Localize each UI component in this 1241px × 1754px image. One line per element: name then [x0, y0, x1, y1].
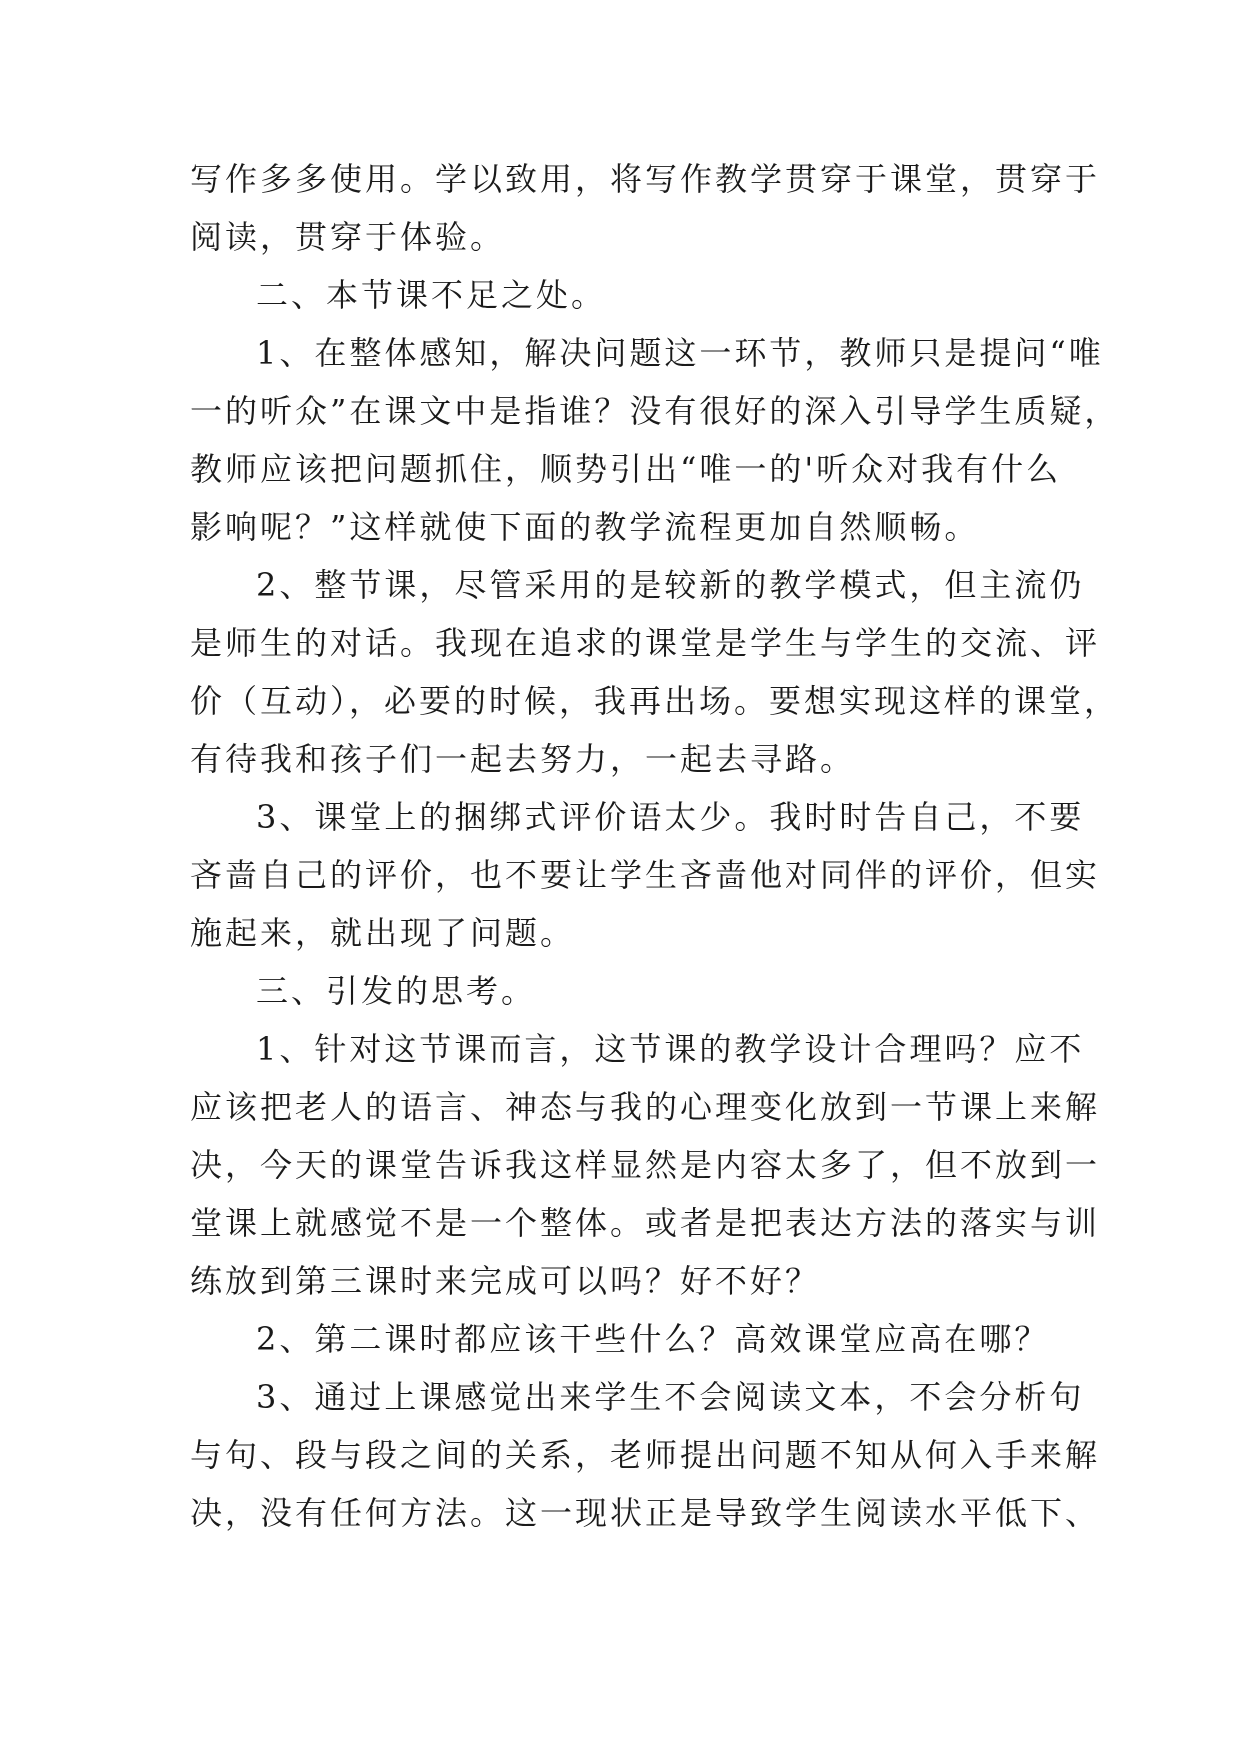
text-line: 1、针对这节课而言，这节课的教学设计合理吗？应不 — [256, 1030, 1085, 1068]
document-page — [190, 150, 1120, 1542]
text-line: 2、整节课，尽管采用的是较新的教学模式，但主流仍 — [256, 566, 1085, 604]
text-line: 一的听众”在课文中是指谁？没有很好的深入引导学生质疑， — [190, 392, 1120, 430]
text-line: 练放到第三课时来完成可以吗？好不好？ — [190, 1262, 821, 1300]
text-line: 是师生的对话。我现在追求的课堂是学生与学生的交流、评 — [190, 624, 1101, 662]
text-line: 写作多多使用。学以致用，将写作教学贯穿于课堂，贯穿于 — [190, 160, 1101, 198]
text-line: 教师应该把问题抓住，顺势引出“唯一的'听众对我有什么 — [190, 450, 1062, 488]
text-line: 3、通过上课感觉出来学生不会阅读文本，不会分析句 — [256, 1378, 1085, 1416]
text-line: 与句、段与段之间的关系，老师提出问题不知从何入手来解 — [190, 1436, 1101, 1474]
section-heading: 二、本节课不足之处。 — [256, 276, 607, 314]
text-line: 2、第二课时都应该干些什么？高效课堂应高在哪？ — [256, 1320, 1050, 1358]
text-line: 决，没有任何方法。这一现状正是导致学生阅读水平低下、 — [190, 1494, 1101, 1532]
text-line: 阅读，贯穿于体验。 — [190, 218, 506, 256]
text-line: 施起来，就出现了问题。 — [190, 914, 576, 952]
text-line: 应该把老人的语言、神态与我的心理变化放到一节课上来解 — [190, 1088, 1101, 1126]
text-line: 1、在整体感知，解决问题这一环节，教师只是提问“唯 — [256, 334, 1104, 372]
text-line: 吝啬自己的评价，也不要让学生吝啬他对同伴的评价，但实 — [190, 856, 1101, 894]
text-line: 影响呢？”这样就使下面的教学流程更加自然顺畅。 — [190, 508, 980, 546]
text-line: 决，今天的课堂告诉我这样显然是内容太多了，但不放到一 — [190, 1146, 1101, 1184]
text-line: 有待我和孩子们一起去努力，一起去寻路。 — [190, 740, 856, 778]
text-line: 3、课堂上的捆绑式评价语太少。我时时告自己，不要 — [256, 798, 1085, 836]
text-line: 堂课上就感觉不是一个整体。或者是把表达方法的落实与训 — [190, 1204, 1101, 1242]
text-line: 价（互动），必要的时候，我再出场。要想实现这样的课堂， — [190, 682, 1120, 720]
section-heading: 三、引发的思考。 — [256, 972, 537, 1010]
